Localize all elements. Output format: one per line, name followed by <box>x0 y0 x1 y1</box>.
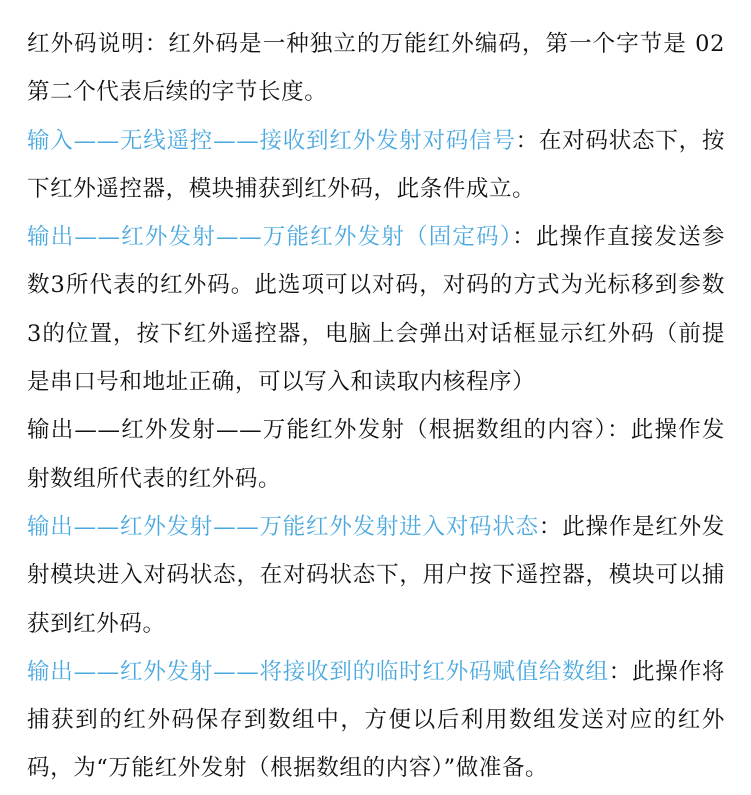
paragraph-intro-text: 红外码说明：红外码是一种独立的万能红外编码，第一个字节是 02 第二个代表后续的字节长度。 <box>27 31 725 106</box>
paragraph-output-assign-heading: 输出——红外发射——将接收到的临时红外码赋值给数组 <box>27 658 609 685</box>
paragraph-output-fixed-text: ：此操作直接发送参数3所代表的红外码。此选项可以对码，对码的方式为光标移到参数3的位置，按下红外遥控器，电脑上会弹出对话框显示红外码（前提是串口号和地址正确，可以写入和读取内核程序） <box>27 224 725 396</box>
paragraph-input-receive-heading: 输入——无线遥控——接收到红外发射对码信号 <box>27 127 516 154</box>
paragraph-output-pairing <box>27 503 725 648</box>
paragraph-output-assign-text: ：此操作将捕获到的红外码保存到数组中，方便以后利用数组发送对应的红外码，为“万能红外发射（根据数组的内容）”做准备。 <box>27 658 725 782</box>
paragraph-output-fixed <box>27 213 725 406</box>
paragraph-output-array <box>27 406 725 503</box>
paragraph-output-array-text: 输出——红外发射——万能红外发射（根据数组的内容）：此操作发射数组所代表的红外码。 <box>27 417 725 492</box>
paragraph-input-receive-text: ：在对码状态下，按下红外遥控器，模块捕获到红外码，此条件成立。 <box>27 127 725 202</box>
paragraph-output-assign <box>27 648 725 793</box>
paragraph-output-pairing-text: ：此操作是红外发射模块进入对码状态，在对码状态下，用户按下遥控器，模块可以捕获到红外码。 <box>27 513 725 637</box>
paragraph-input-receive <box>27 117 725 214</box>
paragraph-output-fixed-heading: 输出——红外发射——万能红外发射（固定码） <box>27 224 513 251</box>
paragraph-output-pairing-heading: 输出——红外发射——万能红外发射进入对码状态 <box>27 513 539 540</box>
paragraph-intro <box>27 20 725 117</box>
